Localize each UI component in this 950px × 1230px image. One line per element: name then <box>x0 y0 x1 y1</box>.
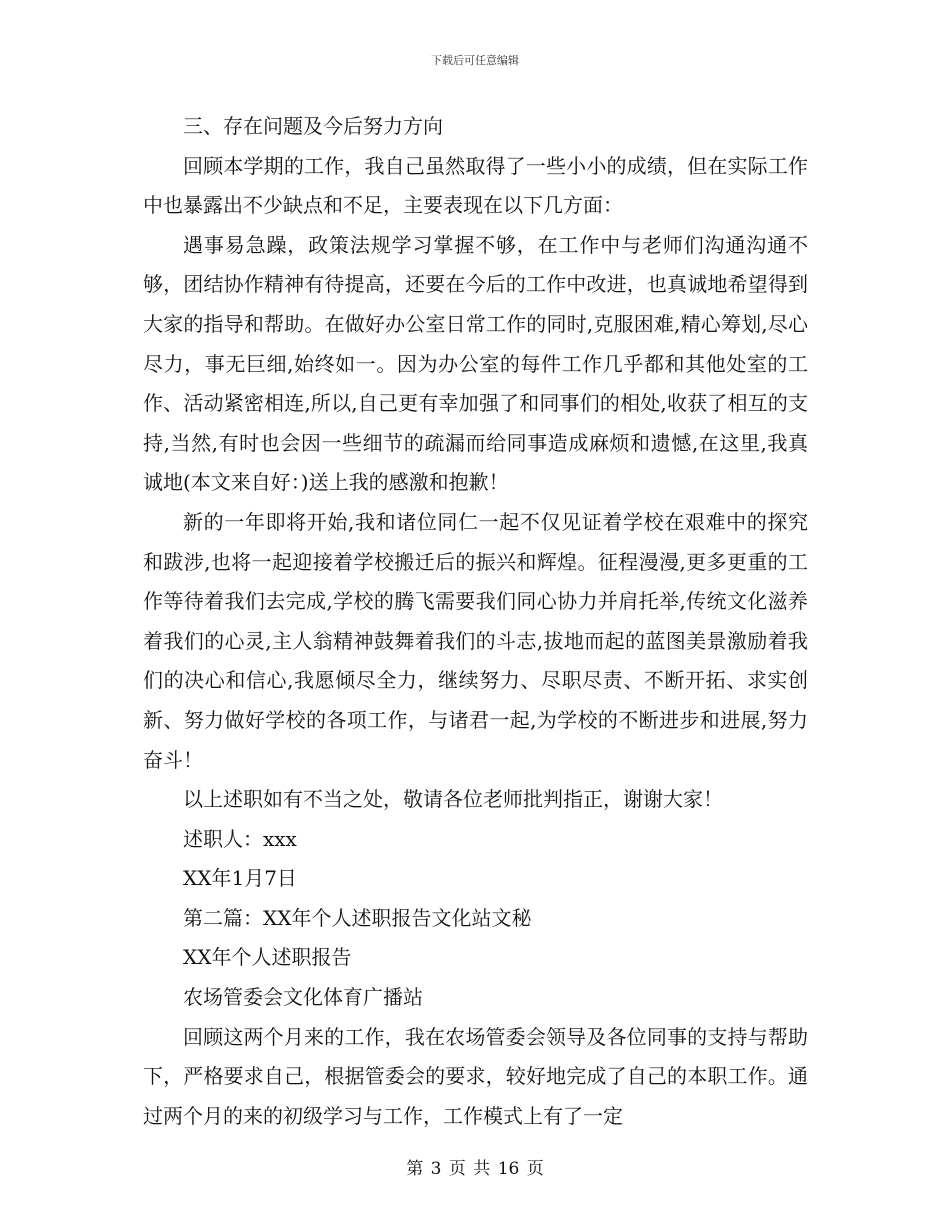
organization-name: 农场管委会文化体育广播站 <box>183 985 423 1010</box>
date-line: XX年1月7日 <box>183 866 297 891</box>
report-title: XX年个人述职报告 <box>183 945 352 970</box>
signature-line: 述职人：xxx <box>183 826 297 851</box>
paragraph-new-year: 新的一年即将开始,我和诸位同仁一起不仅见证着学校在艰难中的探究和跋涉,也将一起迎接着学校搬迁后的振兴和辉煌。征程漫漫,更多更重的工作等待着我们去完成,学校的腾飞需要我们同心协力并肩托举,传统文化滋养着我们的心灵,主人翁精神鼓舞着我们的斗志,拔地而起的蓝图美景激励着我们的决心和信心,我愿倾尽全力，继续努力、尽职尽责、不断开拓、求实创新、努力做好学校的各项工作，与诸君一起,为学校的不断进步和进展,努力奋斗！ <box>143 509 808 772</box>
part-two-heading: 第二篇：XX年个人述职报告文化站文秘 <box>183 905 532 930</box>
document-body <box>143 107 808 1136</box>
section-heading: 三、存在问题及今后努力方向 <box>183 114 443 138</box>
paragraph-shortcomings: 遇事易急躁，政策法规学习掌握不够，在工作中与老师们沟通沟通不够，团结协作精神有待提高，还要在今后的工作中改进，也真诚地希望得到大家的指导和帮助。在做好办公室日常工作的同时,克服困难,精心筹划,尽心尽力，事无巨细,始终如一。因为办公室的每件工作几乎都和其他处室的工作、活动紧密相连,所以,自己更有幸加强了和同事们的相处,收获了相互的支持,当然,有时也会因一些细节的疏漏而给同事造成麻烦和遗憾,在这里,我真诚地(本文来自好：)送上我的感激和抱歉！ <box>143 232 808 495</box>
paragraph-review: 回顾本学期的工作，我自己虽然取得了一些小小的成绩，但在实际工作中也暴露出不少缺点和不足，主要表现在以下几方面： <box>143 153 808 218</box>
paragraph-two-months: 回顾这两个月来的工作，我在农场管委会领导及各位同事的支持与帮助下，严格要求自己，根据管委会的要求，较好地完成了自己的本职工作。通过两个月的来的初级学习与工作，工作模式上有了一定 <box>143 1024 808 1128</box>
closing-line: 以上述职如有不当之处，敬请各位老师批判指正，谢谢大家！ <box>183 787 723 812</box>
page-number-footer: 第 3 页 共 16 页 <box>406 1159 544 1179</box>
page-header-note: 下载后可任意编辑 <box>431 54 519 67</box>
